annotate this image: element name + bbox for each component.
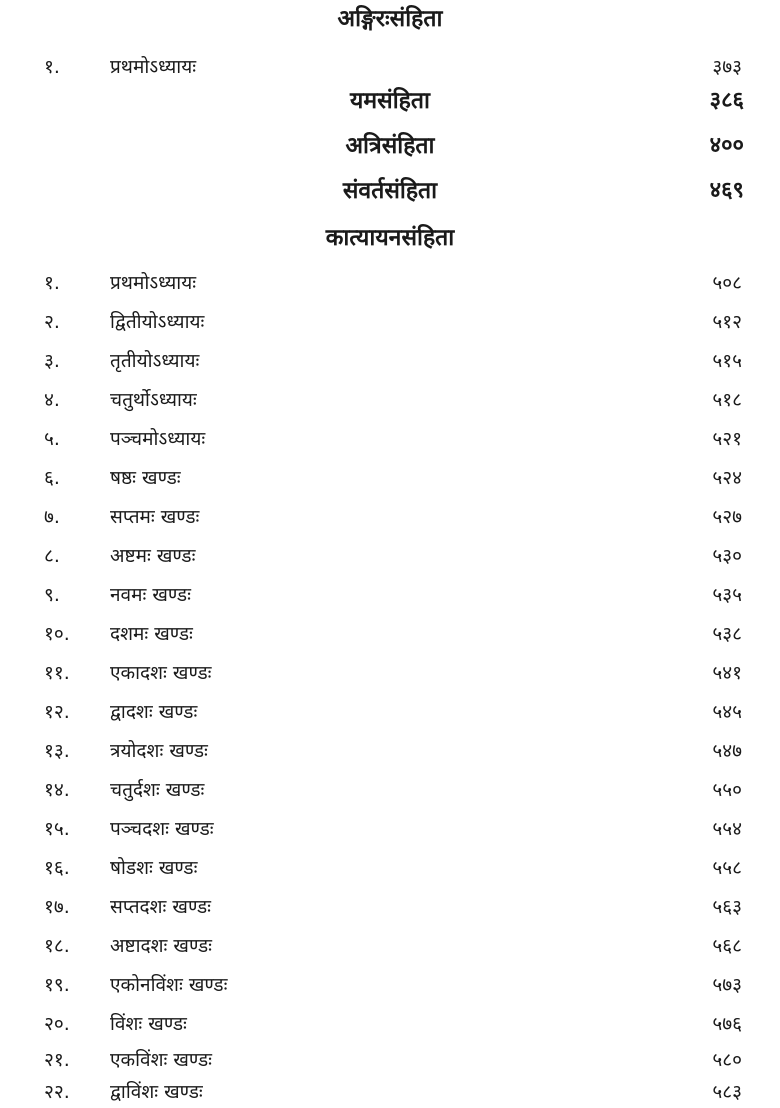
entry-title: अष्टमः खण्डः <box>110 545 196 567</box>
entry-page: ५३८ <box>712 623 742 645</box>
toc-entry <box>0 1077 780 1107</box>
toc-entry <box>0 1045 780 1075</box>
entry-page: ५७३ <box>712 974 742 996</box>
entry-number: १९. <box>44 974 70 996</box>
entry-page: ५२७ <box>712 506 742 528</box>
entry-page: ५८३ <box>712 1081 742 1103</box>
toc-entry <box>0 463 780 493</box>
entry-title: सप्तमः खण्डः <box>110 506 200 528</box>
section-heading: अत्रिसंहिता <box>345 133 435 159</box>
entry-number: २२. <box>44 1081 70 1103</box>
entry-page: ५३० <box>712 545 742 567</box>
entry-number: ३. <box>44 350 60 372</box>
entry-page: ५४१ <box>712 662 742 684</box>
entry-number: २०. <box>44 1013 70 1035</box>
entry-page: ५१५ <box>712 350 742 372</box>
entry-number: ५. <box>44 428 60 450</box>
entry-number: १३. <box>44 740 70 762</box>
entry-title: दशमः खण्डः <box>110 623 193 645</box>
toc-entry <box>0 541 780 571</box>
section-heading: कात्यायनसंहिता <box>325 225 455 251</box>
entry-number: २१. <box>44 1049 70 1071</box>
entry-number: २. <box>44 311 60 333</box>
toc-entry <box>0 736 780 766</box>
toc-entry <box>0 502 780 532</box>
toc-entry <box>0 619 780 649</box>
toc-entry <box>0 697 780 727</box>
entry-title: द्वादशः खण्डः <box>110 701 198 723</box>
section-page: ३८६ <box>709 88 744 113</box>
section-page: ४०० <box>709 133 744 158</box>
toc-entry <box>0 814 780 844</box>
entry-number: ११. <box>44 662 70 684</box>
entry-page: ५३५ <box>712 584 742 606</box>
entry-page: ५५४ <box>712 818 742 840</box>
toc-entry <box>0 424 780 454</box>
entry-number: १. <box>44 272 60 294</box>
section-heading: यमसंहिता <box>350 88 430 114</box>
toc-entry <box>0 853 780 883</box>
toc-entry <box>0 346 780 376</box>
entry-page: ५१८ <box>712 389 742 411</box>
entry-page: ५४५ <box>712 701 742 723</box>
section-page: ४६९ <box>709 178 744 203</box>
section-heading: अङ्गिरःसंहिता <box>337 6 443 32</box>
entry-number: १४. <box>44 779 70 801</box>
entry-number: १६. <box>44 857 70 879</box>
entry-number: ९. <box>44 584 60 606</box>
entry-number: ७. <box>44 506 60 528</box>
entry-title: षोडशः खण्डः <box>110 857 198 879</box>
entry-page: ५६८ <box>712 935 742 957</box>
toc-entry <box>0 580 780 610</box>
toc-entry <box>0 775 780 805</box>
toc-entry <box>0 892 780 922</box>
toc-entry <box>0 970 780 1000</box>
entry-page: ५६३ <box>712 896 742 918</box>
toc-entry <box>0 52 780 82</box>
entry-number: १८. <box>44 935 70 957</box>
entry-page: ५५८ <box>712 857 742 879</box>
toc-entry <box>0 1009 780 1039</box>
entry-title: अष्टादशः खण्डः <box>110 935 212 957</box>
entry-title: नवमः खण्डः <box>110 584 191 606</box>
toc-entry <box>0 268 780 298</box>
entry-title: प्रथमोऽध्यायः <box>110 56 197 78</box>
entry-title: चतुर्दशः खण्डः <box>110 779 205 801</box>
entry-number: १. <box>44 56 60 78</box>
toc-entry <box>0 658 780 688</box>
entry-number: १५. <box>44 818 70 840</box>
entry-number: ८. <box>44 545 60 567</box>
entry-page: ५८० <box>712 1049 742 1071</box>
toc-entry <box>0 307 780 337</box>
entry-title: षष्ठः खण्डः <box>110 467 181 489</box>
entry-title: एकोनविंशः खण्डः <box>110 974 228 996</box>
entry-number: १७. <box>44 896 70 918</box>
entry-number: १०. <box>44 623 70 645</box>
entry-page: ५१२ <box>712 311 742 333</box>
entry-title: एकविंशः खण्डः <box>110 1049 212 1071</box>
entry-title: सप्तदशः खण्डः <box>110 896 211 918</box>
entry-title: प्रथमोऽध्यायः <box>110 272 197 294</box>
entry-page: ३७३ <box>712 56 742 78</box>
entry-page: ५२१ <box>712 428 742 450</box>
entry-page: ५५० <box>712 779 742 801</box>
entry-title: तृतीयोऽध्यायः <box>110 350 200 372</box>
entry-title: विंशः खण्डः <box>110 1013 187 1035</box>
entry-page: ५७६ <box>712 1013 742 1035</box>
entry-title: पञ्चमोऽध्यायः <box>110 428 206 450</box>
entry-number: १२. <box>44 701 70 723</box>
entry-page: ५०८ <box>712 272 742 294</box>
entry-page: ५४७ <box>712 740 742 762</box>
section-heading: संवर्तसंहिता <box>342 178 438 204</box>
entry-number: ६. <box>44 467 60 489</box>
entry-title: चतुर्थोऽध्यायः <box>110 389 197 411</box>
toc-entry <box>0 385 780 415</box>
entry-title: द्वाविंशः खण्डः <box>110 1081 203 1103</box>
entry-number: ४. <box>44 389 60 411</box>
entry-title: एकादशः खण्डः <box>110 662 212 684</box>
entry-page: ५२४ <box>712 467 742 489</box>
entry-title: पञ्चदशः खण्डः <box>110 818 214 840</box>
entry-title: त्रयोदशः खण्डः <box>110 740 208 762</box>
entry-title: द्वितीयोऽध्यायः <box>110 311 205 333</box>
toc-entry <box>0 931 780 961</box>
